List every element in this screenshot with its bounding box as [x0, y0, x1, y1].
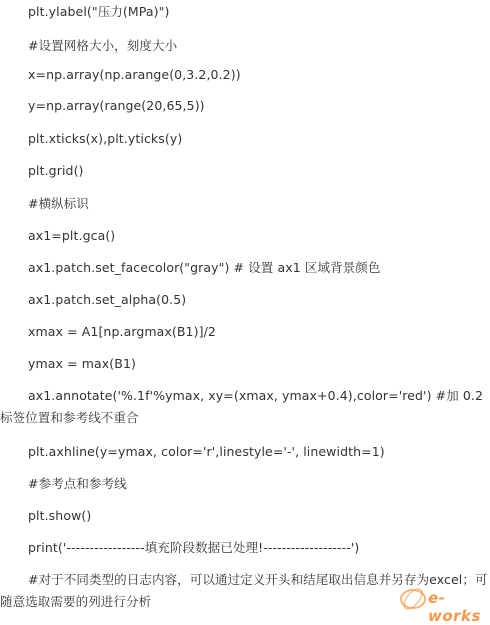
code-line: y=np.array(range(20,65,5)) [28, 98, 205, 113]
code-line: plt.grid() [28, 163, 84, 178]
code-line: print('-----------------填充阶段数据已处理!-------------------') [28, 540, 360, 555]
code-line: ymax = max(B1) [28, 356, 136, 371]
code-line: plt.axhline(y=ymax, color='r',linestyle='-', linewidth=1) [28, 444, 385, 459]
code-line: x=np.array(np.arange(0,3.2,0.2)) [28, 67, 241, 82]
code-line: plt.ylabel("压力(MPa)") [28, 4, 170, 19]
code-comment: #设置网格大小，刻度大小 [28, 38, 178, 53]
code-line: plt.show() [28, 508, 92, 523]
code-line: ax1.patch.set_alpha(0.5) [28, 292, 187, 307]
e-works-logo-icon [398, 583, 428, 613]
code-line: xmax = A1[np.argmax(B1)]/2 [28, 324, 216, 339]
code-comment: #参考点和参考线 [28, 476, 127, 491]
watermark-text: e-works [428, 589, 481, 625]
code-comment: #对于不同类型的日志内容，可以通过定义开头和结尾取出信息并另存为excel；可随意选取需要的列进行分析 [0, 572, 488, 609]
code-line: ax1.patch.set_facecolor("gray") # 设置 ax1 区域背景颜色 [28, 260, 381, 275]
code-line: plt.xticks(x),plt.yticks(y) [28, 131, 183, 146]
e-works-watermark [398, 583, 484, 625]
code-line: ax1=plt.gca() [28, 228, 116, 243]
code-line: ax1.annotate('%.1f'%ymax, xy=(xmax, ymax+0.4),color='red') #加 0.2 标签位置和参考线不重合 [0, 388, 484, 425]
code-comment: #横纵标识 [28, 196, 89, 211]
